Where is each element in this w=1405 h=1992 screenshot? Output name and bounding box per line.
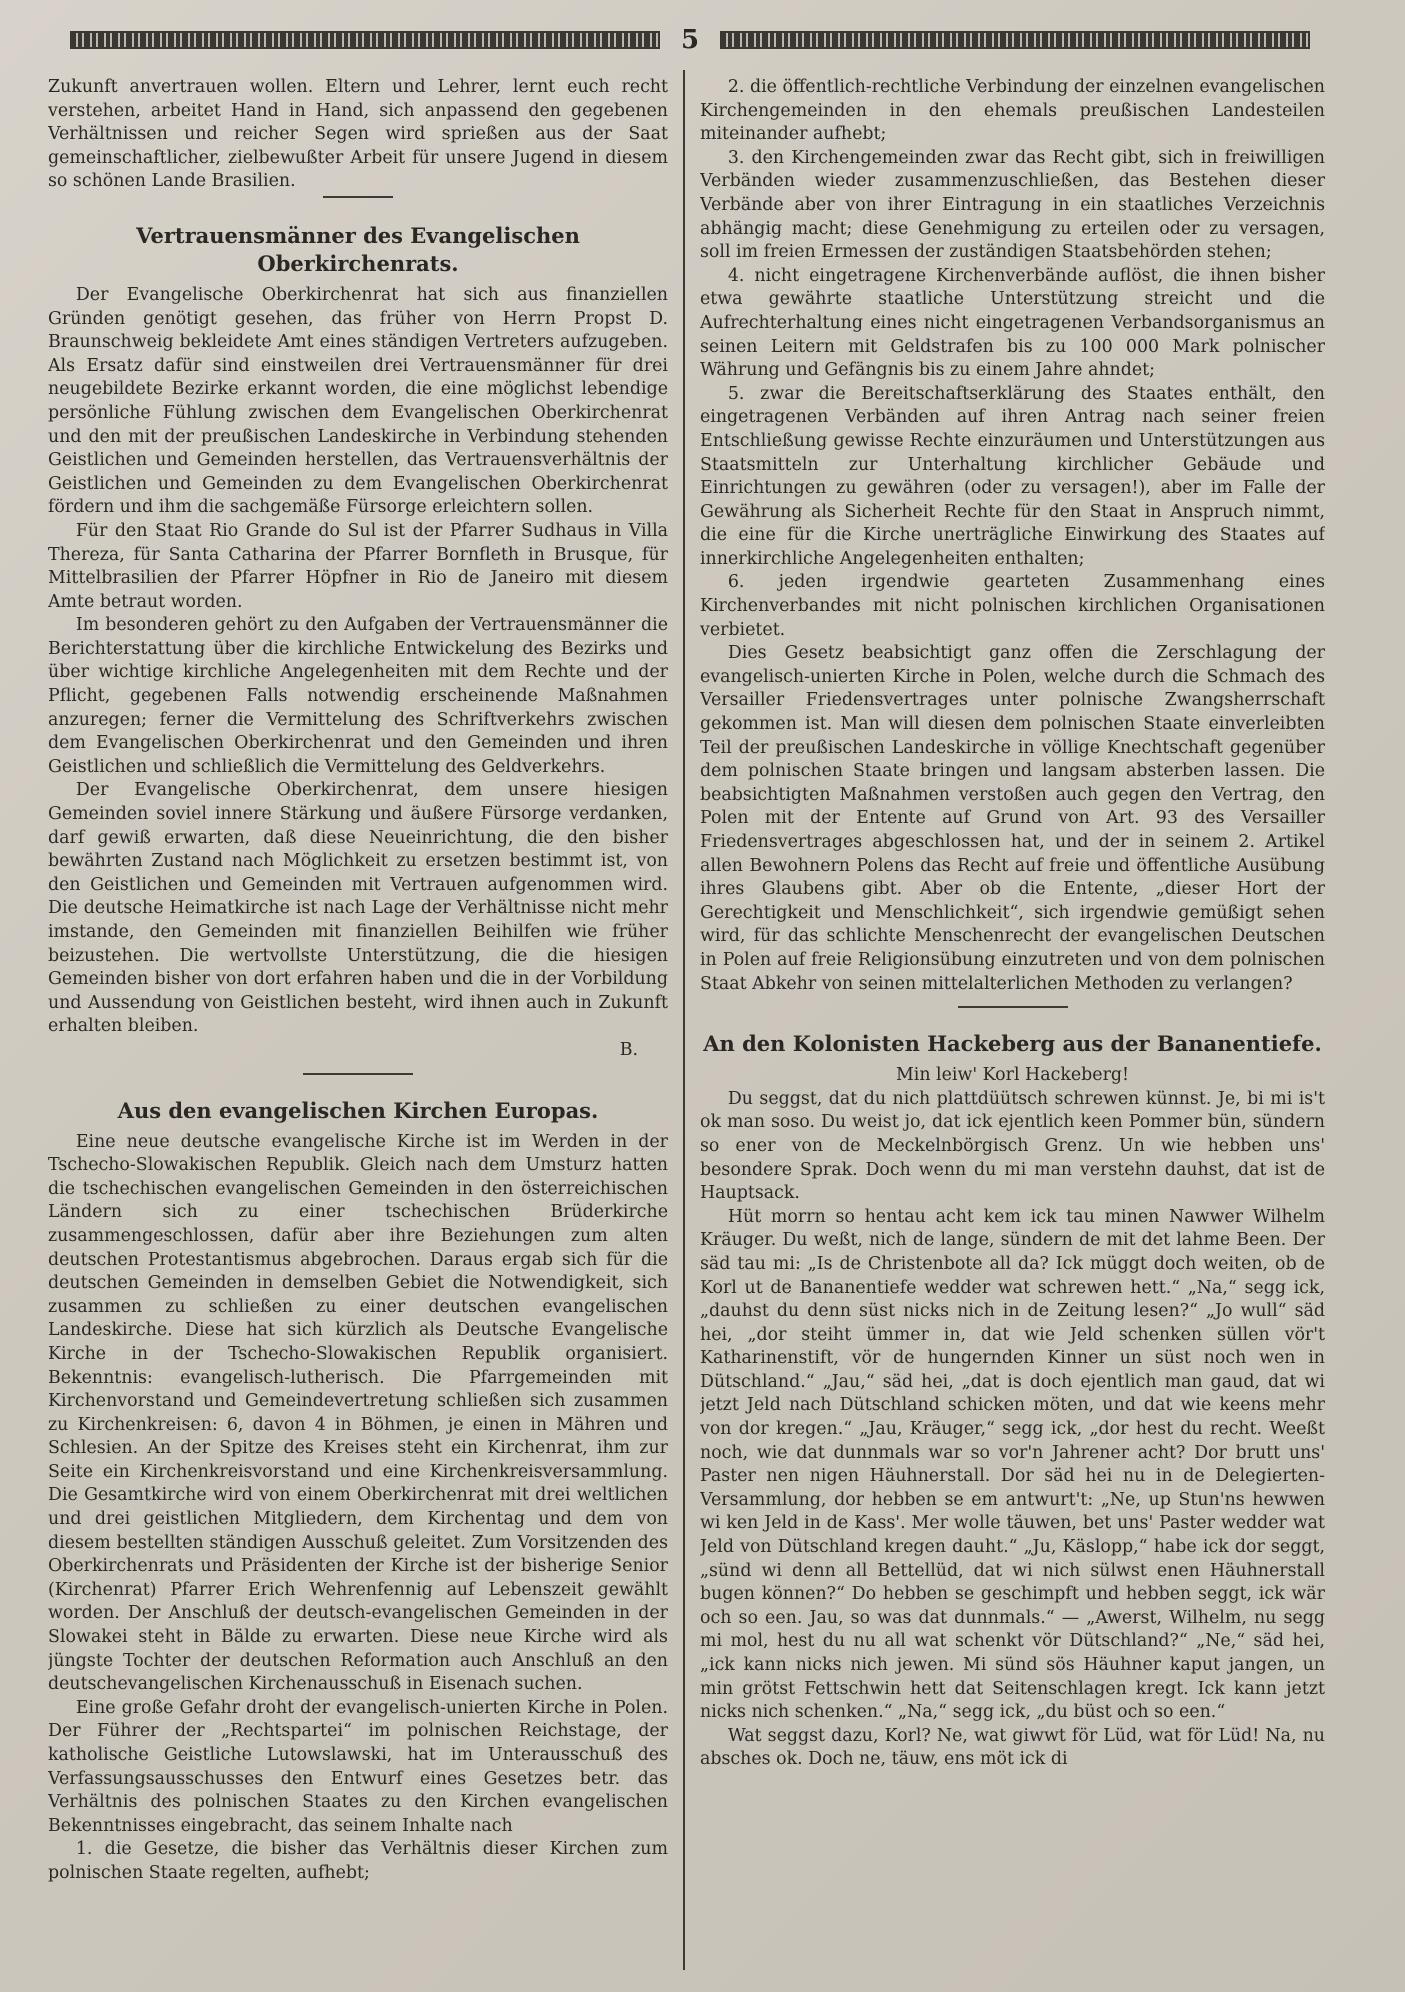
article-signature: B. bbox=[619, 1039, 638, 1060]
intro-paragraph: Zukunft anvertrauen wollen. Eltern und Lehrer, lernt euch recht verstehen, arbeitet Hand in Hand, sich anpassend den gegebenen Verhältnissen und reicher Segen wird sprießen aus der Saat gemeinschaftlicher, zielbewußter Arbeit für unsere Jugend in diesem so schönen Lande Brasilien. bbox=[48, 77, 668, 192]
letter-salutation: Min leiw' Korl Hackeberg! bbox=[895, 1065, 1130, 1086]
section-separator bbox=[303, 1073, 413, 1075]
article-paragraph: Dies Gesetz beabsichtigt ganz offen die Zerschlagung der evangelisch-unierten Kirche in Polen, welche durch die Schmach des Versailler Friedensvertrages unter polnische Zwangsherrschaft gekommen ist. Man will diesen dem polnischen Staate einverleibten Teil der preußischen Landeskirche in völlige Knechtschaft gegenüber dem polnischen Staate bringen und langsam absterben lassen. Die beabsichtigten Maßnahmen verstoßen auch gegen den Vertrag, den Polen mit der Entente auf Grund von Art. 93 des Versailler Friedensvertrages abgeschlossen hat, und der in seinem 2. Artikel allen Bewohnern Polens das Recht auf freie und öffentliche Ausübung ihres Glaubens gibt. Aber ob die Entente, „dieser Hort der Gerechtigkeit und Menschlichkeit“, sich irgendwie gemüßigt sehen wird, für das schlichte Menschenrecht der evangelischen Deutschen in Polen auf freie Religionsübung einzutreten und von dem polnischen Staat Abkehr von seinen mittelalterlichen Methoden zu verlangen? bbox=[700, 643, 1325, 994]
section-separator bbox=[958, 1006, 1068, 1008]
right-column bbox=[700, 76, 1325, 1966]
article-paragraph: Eine große Gefahr droht der evangelisch-unierten Kirche in Polen. Der Führer der „Rechtspartei“ im polnischen Reichstage, der katholische Geistliche Lutowslawski, hat im Unterausschuß des Verfassungsausschusses den Entwurf eines Gesetzes betr. das Verhältnis des polnischen Staates zu den Kirchen evangelischen Bekenntnisses eingebracht, das seinem Inhalte nach bbox=[48, 1697, 668, 1836]
article-paragraph: Im besonderen gehört zu den Aufgaben der Vertrauensmänner die Berichterstattung über die kirchliche Entwickelung des Bezirks und über wichtige kirchliche Angelegenheiten mit dem Rechte und der Pflicht, gegebenen Falls notwendig erscheinende Maßnahmen anzuregen; ferner die Vermittelung des Schriftverkehrs zwischen dem Evangelischen Oberkirchenrat und den Gemeinden und ihren Geistlichen und schließlich die Vermittelung des Geldverkehrs. bbox=[48, 615, 668, 777]
article-paragraph: Für den Staat Rio Grande do Sul ist der Pfarrer Sudhaus in Villa Thereza, für Santa Catharina der Pfarrer Bornfleth in Brusque, für Mittelbrasilien der Pfarrer Höpfner in Rio de Janeiro mit diesem Amte betraut worden. bbox=[48, 520, 668, 612]
article-paragraph: Der Evangelische Oberkirchenrat hat sich aus finanziellen Gründen genötigt gesehen, das früher von Herrn Propst D. Braunschweig bekleidete Amt eines ständigen Vertreters aufzugeben. Als Ersatz dafür sind einstweilen drei Vertrauensmänner für drei neugebildete Bezirke erkannt worden, die eine möglichst lebendige persönliche Fühlung zwischen dem Evangelischen Oberkirchenrat und den mit der preußischen Landeskirche in Verbindung stehenden Geistlichen und Gemeinden herstellen, das Vertrauensverhältnis der Geistlichen und Gemeinden zu dem Evangelischen Oberkirchenrat fördern und ihm die sachgemäße Fürsorge erleichtern sollen. bbox=[48, 284, 668, 518]
article-paragraph: Wat seggst dazu, Korl? Ne, wat giwwt för Lüd, wat för Lüd! Na, nu absches ok. Doch ne, täuw, ens möt ick di bbox=[700, 1725, 1325, 1770]
left-column bbox=[48, 76, 668, 1966]
article-title-vertrauensmaenner: Vertrauensmänner des Evangelischen Oberkirchenrats. bbox=[136, 222, 580, 276]
list-item: 5. zwar die Bereitschaftserklärung des Staates enthält, den eingetragenen Verbänden auf ihren Antrag nach seiner freien Entschließung gewisse Rechte einzuräumen und Unterstützungen aus Staatsmitteln zur Unterhaltung kirchlicher Gebäude und Einrichtungen zu gewähren (oder zu versagen!), aber im Falle der Gewährung als Sicherheit Rechte für den Staat in Anspruch nimmt, die eine für die Kirche unerträgliche Einwirkung des Staates auf innerkirchliche Angelegenheiten enthalten; bbox=[700, 383, 1325, 569]
section-separator bbox=[323, 196, 393, 198]
column-divider bbox=[683, 70, 685, 1970]
list-item: 1. die Gesetze, die bisher das Verhältnis dieser Kirchen zum polnischen Staate regelten, aufhebt; bbox=[48, 1839, 668, 1883]
list-item: 3. den Kirchengemeinden zwar das Recht gibt, sich in freiwilligen Verbänden wieder zusammenzuschließen, das Bestehen dieser Verbände aber von ihrer Eintragung in ein staatliches Verzeichnis abhängig macht; diese Genehmigung zu erteilen oder zu versagen, soll im freien Ermessen der zuständigen Staatsbehörden stehen; bbox=[700, 147, 1325, 263]
list-item: 2. die öffentlich-rechtliche Verbindung der einzelnen evangelischen Kirchengemeinden in den ehemals preußischen Landesteilen miteinander aufhebt; bbox=[700, 77, 1325, 145]
list-item: 4. nicht eingetragene Kirchenverbände auflöst, die ihnen bisher etwa gewährte staatliche Unterstützung streicht und die Aufrechterhaltung eines nicht eingetragenen Verbandsorganismus an seinen Leitern mit Geldstrafen bis zu 100 000 Mark polnischer Währung und Gefängnis bis zu einem Jahre ahndet; bbox=[700, 265, 1325, 381]
article-paragraph: Der Evangelische Oberkirchenrat, dem unsere hiesigen Gemeinden soviel innere Stärkung und äußere Fürsorge verdanken, darf gewiß erwarten, daß diese Neueinrichtung, die den bisher bewährten Zustand nach Möglichkeit zu ersetzen bestimmt ist, von den Geistlichen und Gemeinden mit Vertrauen aufgenommen wird. Die deutsche Heimatkirche ist nach Lage der Verhältnisse nicht mehr imstande, den Gemeinden mit finanziellen Beihilfen wie früher beizustehen. Die wertvollste Unterstützung, die die hiesigen Gemeinden bisher von dort erfahren haben und die in der Vorbildung und Aussendung von Geistlichen besteht, wird ihnen auch in Zukunft erhalten bleiben. bbox=[48, 780, 668, 1037]
article-title-kirchen-europas: Aus den evangelischen Kirchen Europas. bbox=[117, 1097, 599, 1123]
header-ornament-right bbox=[720, 31, 1310, 49]
article-paragraph: Eine neue deutsche evangelische Kirche ist im Werden in der Tschecho-Slowakischen Republik. Gleich nach dem Umsturz hatten die tschechischen evangelischen Gemeinden in den österreichischen Ländern sich zu einer tschechischen Brüderkirche zusammengeschlossen, dafür aber ihre Beziehungen zum alten deutschen Protestantismus abgebrochen. Daraus ergab sich für die deutschen Gemeinden in demselben Gebiet die Notwendigkeit, sich zusammen zu schließen zu einer deutschen evangelischen Landeskirche. Diese hat sich kürzlich als Deutsche Evangelische Kirche in der Tschecho-Slowakischen Republik organisiert. Bekenntnis: evangelisch-lutherisch. Die Pfarrgemeinden mit Kirchenvorstand und Gemeindevertretung schließen sich zusammen zu Kirchenkreisen: 6, davon 4 in Böhmen, je einen in Mähren und Schlesien. An der Spitze des Kreises steht ein Kirchenrat, ihm zur Seite ein Kirchenkreisvorstand und eine Kirchenkreisversammlung. Die Gesamtkirche wird von einem Oberkirchenrat mit drei weltlichen und drei geistlichen Mitgliedern, dem Kirchentag und dem von diesem bestellten ständigen Ausschuß geleitet. Zum Vorsitzenden des Oberkirchenrats und Präsidenten der Kirche ist der bisherige Senior (Kirchenrat) Pfarrer Erich Wehrenfennig auf Lebenszeit gewählt worden. Der Anschluß der deutsch-evangelischen Gemeinden in der Slowakei steht in Bälde zu erwarten. Diese neue Kirche wird als jüngste Tochter der deutschen Reformation auch Anschluß an den deutschevangelischen Kirchenausschuß in Eisenach suchen. bbox=[48, 1131, 668, 1695]
header-ornament-left bbox=[70, 31, 660, 49]
list-item: 6. jeden irgendwie gearteten Zusammenhang eines Kirchenverbandes mit nicht polnischen kirchlichen Organisationen verbietet. bbox=[700, 572, 1325, 640]
article-paragraph: Du seggst, dat du nich plattdüütsch schrewen künnst. Je, bi mi is't ok man soso. Du weist jo, dat ick ejentlich keen Pommer bün, sündern so ener von de Meckelnbörgisch Grenz. Un wie hebben uns' besondere Sprak. Doch wenn du mi man verstehn dauhst, dat ist de Hauptsack. bbox=[700, 1088, 1325, 1204]
article-title-hackeberg: An den Kolonisten Hackeberg aus der Bananentiefe. bbox=[703, 1031, 1322, 1057]
page-number: 5 bbox=[680, 25, 700, 55]
page-header bbox=[70, 24, 1310, 56]
article-paragraph: Hüt morrn so hentau acht kem ick tau minen Nawwer Wilhelm Kräuger. Du weßt, nich de lange, sündern de mit det lahme Been. Der säd tau mi: „Is de Christenbote all da? Ick müggt doch weiten, ob de Korl ut de Bananentiefe wedder wat schrewen hett.“ „Na,“ segg ick, „dauhst du denn süst nicks nich in de Zeitung lesen?“ „Jo wull“ säd hei, „dor steiht ümmer in, dat wie Jeld schenken süllen vör't Katharinenstift, vör de hungernden Kinner un süst noch wen in Dütschland.“ „Jau,“ säd hei, „dat is doch ejentlich man gaud, dat wi jetzt Jeld nach Dütschland schicken möten, und dat wie keens mehr von dor kregen.“ „Jau, Kräuger,“ segg ick, „dor hest du recht. Weeßt noch, wie dat dunnmals war so vor'n Jahrener acht? Dor brutt uns' Paster nen nigen Häuhnerstall. Dor säd hei nu in de Delegierten-Versammlung, dor hebben se em antwurt't: „Ne, up Stun'ns hewwen wi ken Jeld in de Kass'. Mer wolle täuwen, bet uns' Paster wedder wat Jeld von Dütschland kregen dauht.“ „Ju, Käslopp,“ habe ick dor seggt, „sünd wi denn all Bettellüd, dat wi nich sülwst enen Häuhnerstall bugen können?“ Do hebben se geschimpft und hebben seggt, ick wär och so een. Jau, so was dat dunnmals.“ — „Awerst, Wilhelm, nu segg mi mol, hest du nu all wat schenkt vör Dütschland?“ „Ne,“ säd hei, „ick kann nicks nich jewen. Mi sünd sös Häuhner kaput jangen, un min grötst Fettschwin hett dat Seitenschlagen kregt. Ick kann jetzt nicks nich schenken.“ „Na,“ segg ick, „du büst och so een.“ bbox=[700, 1206, 1325, 1723]
